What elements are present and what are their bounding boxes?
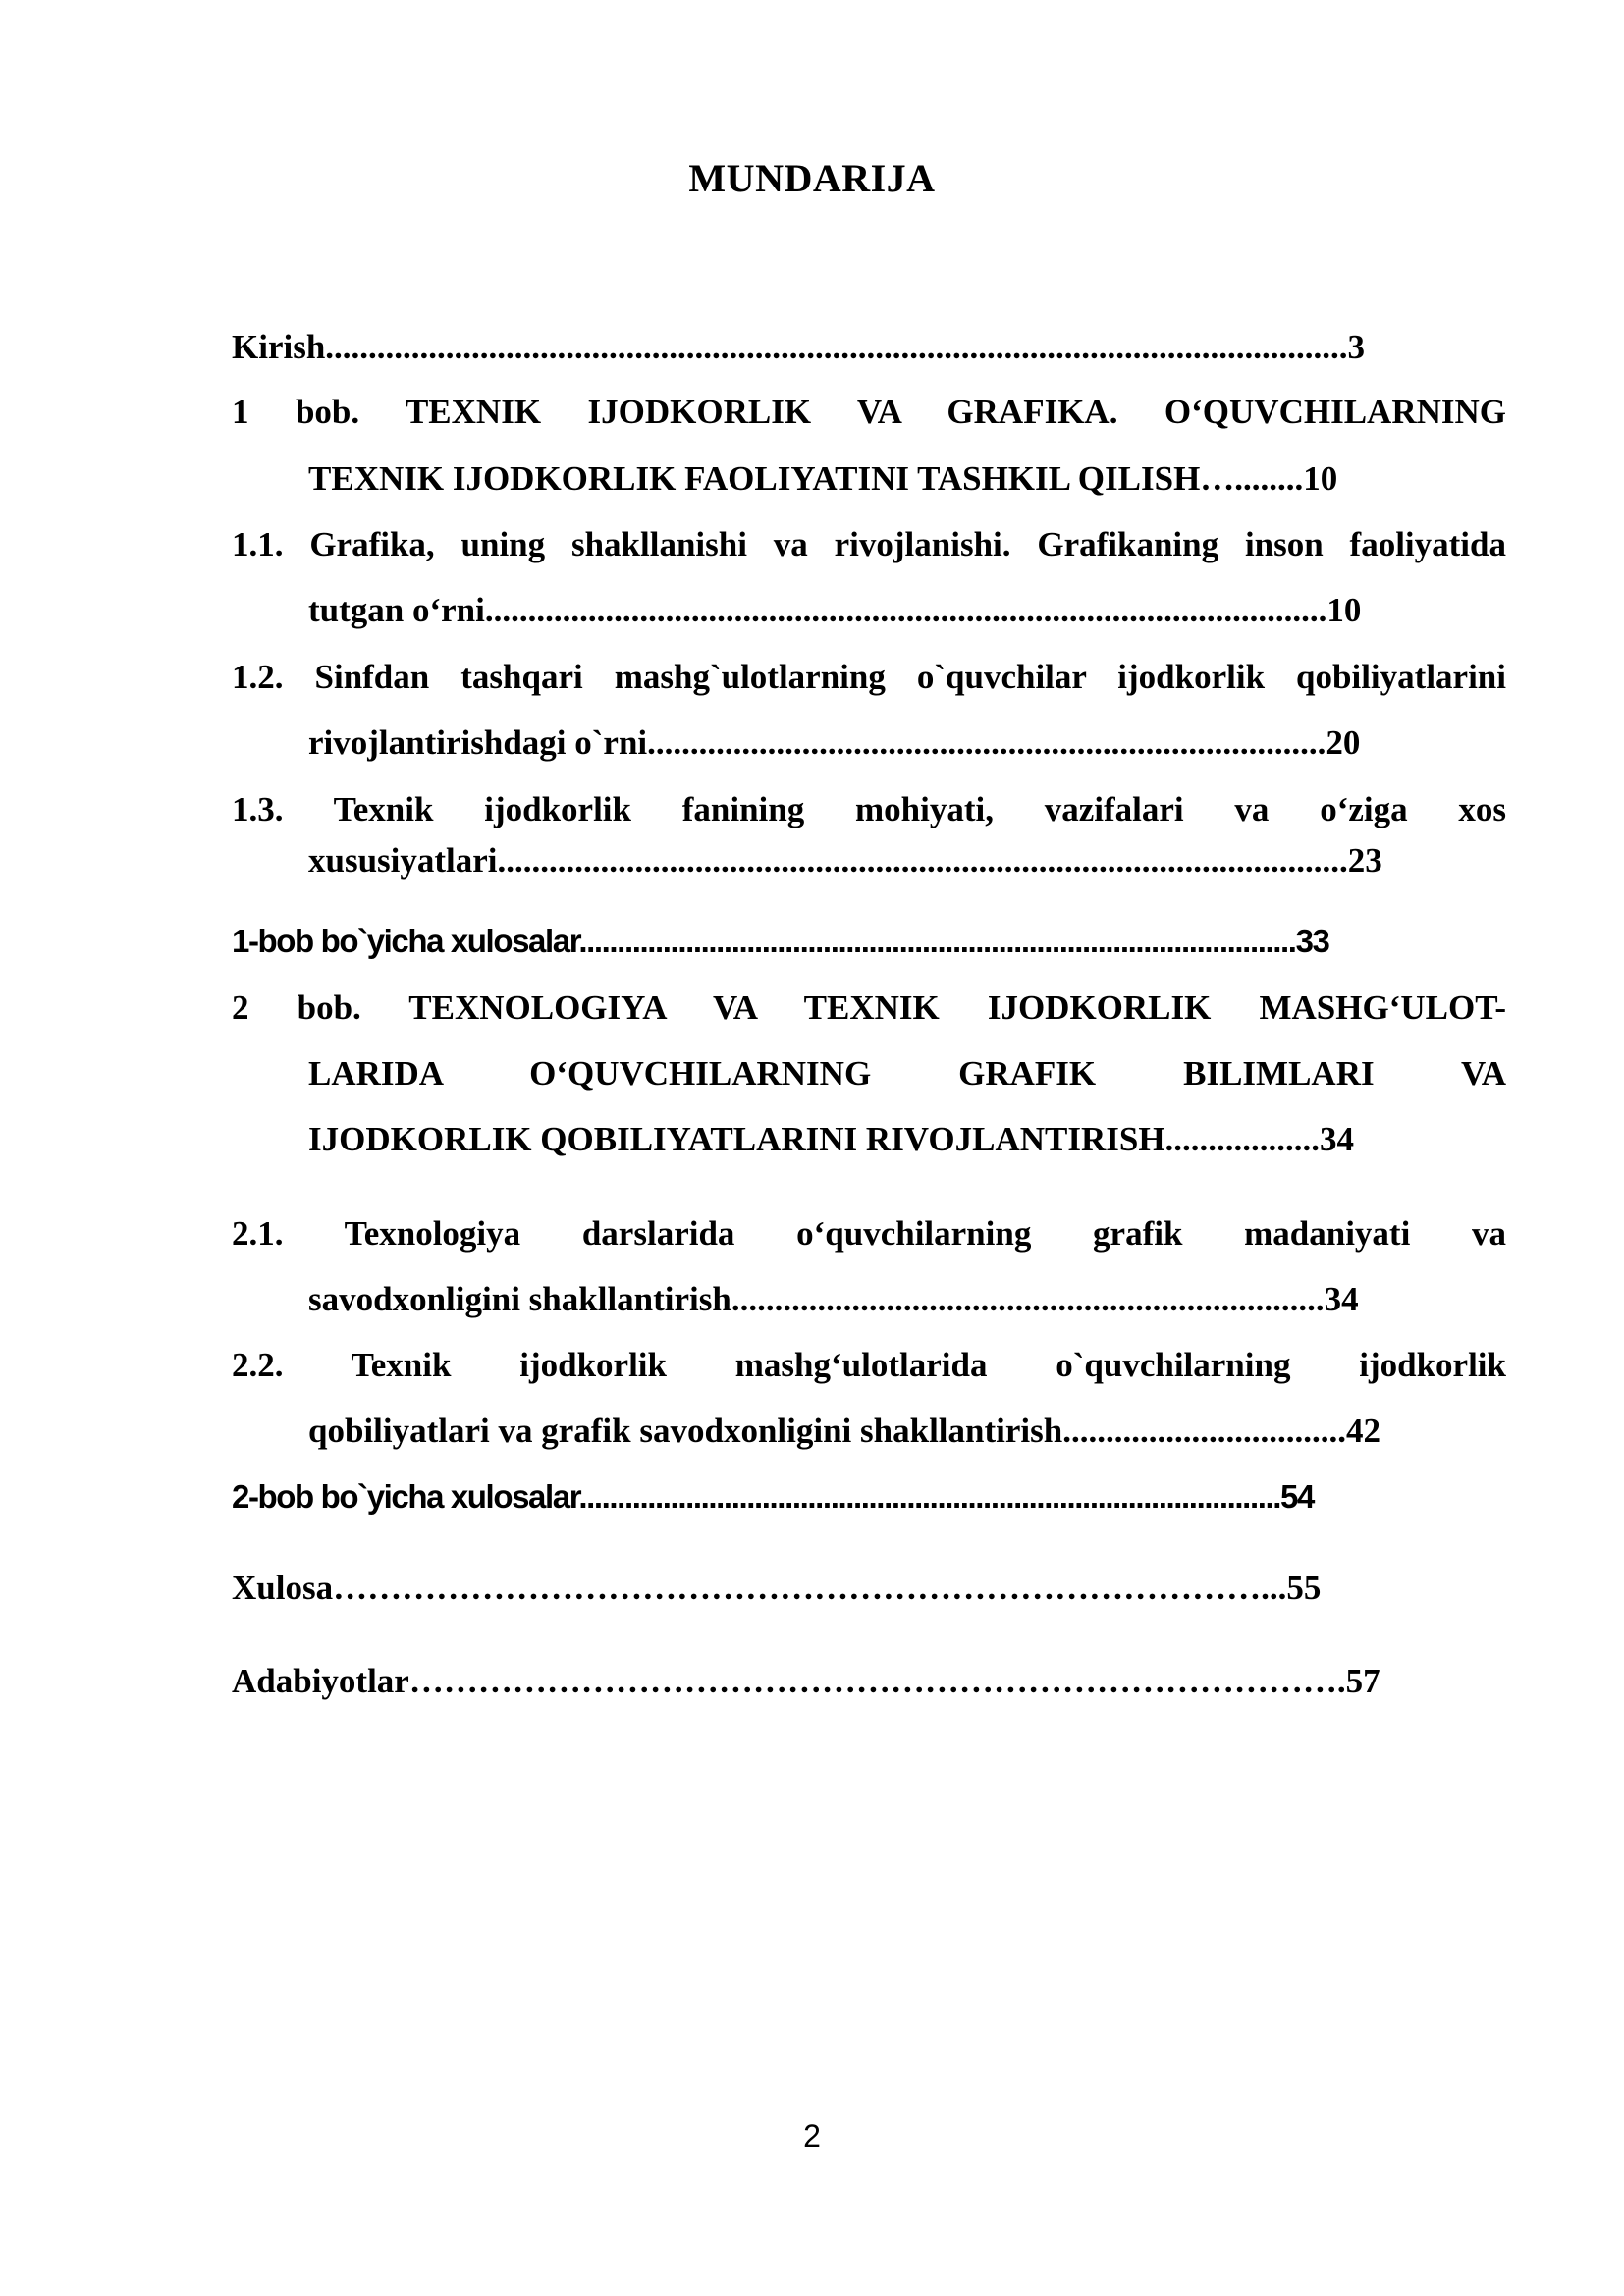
toc-entry-2-1-line2: savodxonligini shakllantirish.....................................................................34 xyxy=(308,1280,1359,1318)
toc-entry-1-1-line1: 1.1. Grafika, uning shakllanishi va rivojlanishi. Grafikaning inson faoliyatida xyxy=(232,525,1506,563)
page-title: MUNDARIJA xyxy=(688,156,936,200)
toc-entry-kirish: Kirish.......................................................................................................................3 xyxy=(232,328,1366,366)
toc-entry-adabiyotlar: Adabiyotlar……………………………………………………………………….57 xyxy=(232,1662,1380,1700)
toc-entry-2-1-line1: 2.1. Texnologiya darslarida o‘quvchilarning grafik madaniyati va xyxy=(232,1214,1506,1253)
toc-entry-chapter2-line3: IJODKORLIK QOBILIYATLARINI RIVOJLANTIRISH..................34 xyxy=(308,1120,1355,1158)
toc-entry-1-2-line1: 1.2. Sinfdan tashqari mashg`ulotlarning o`quvchilar ijodkorlik qobiliyatlarini xyxy=(232,658,1506,696)
toc-entry-chapter2-summary: 2-bob bo`yicha xulosalar............................................................................................54 xyxy=(232,1478,1314,1515)
toc-entry-1-3-line2: xususiyatlari...................................................................................................23 xyxy=(308,841,1382,880)
toc-entry-chapter2-line1: 2 bob. TEXNOLOGIYA VA TEXNIK IJODKORLIK MASHG‘ULOT- xyxy=(232,988,1506,1027)
page-number: 2 xyxy=(803,2118,821,2154)
toc-entry-xulosa: Xulosa………………………………………………………………………...55 xyxy=(232,1569,1322,1607)
toc-entry-chapter1-line2: TEXNIK IJODKORLIK FAOLIYATINI TASHKIL QILISH…........10 xyxy=(308,459,1338,498)
toc-entry-chapter1-summary: 1-bob bo`yicha xulosalar..............................................................................................33 xyxy=(232,923,1329,959)
toc-entry-1-3-line1: 1.3. Texnik ijodkorlik fanining mohiyati, vazifalari va o‘ziga xos xyxy=(232,790,1506,828)
toc-entry-2-2-line2: qobiliyatlari va grafik savodxonligini shakllantirish.................................42 xyxy=(308,1412,1380,1450)
toc-entry-chapter1-line1: 1 bob. TEXNIK IJODKORLIK VA GRAFIKA. O‘QUVCHILARNING xyxy=(232,393,1506,431)
toc-entry-1-2-line2: rivojlantirishdagi o`rni...............................................................................20 xyxy=(308,723,1361,762)
toc-entry-2-2-line1: 2.2. Texnik ijodkorlik mashg‘ulotlarida o`quvchilarning ijodkorlik xyxy=(232,1346,1506,1384)
toc-entry-1-1-line2: tutgan o‘rni..................................................................................................10 xyxy=(308,591,1362,629)
toc-entry-chapter2-line2: LARIDA O‘QUVCHILARNING GRAFIK BILIMLARI VA xyxy=(308,1054,1506,1093)
